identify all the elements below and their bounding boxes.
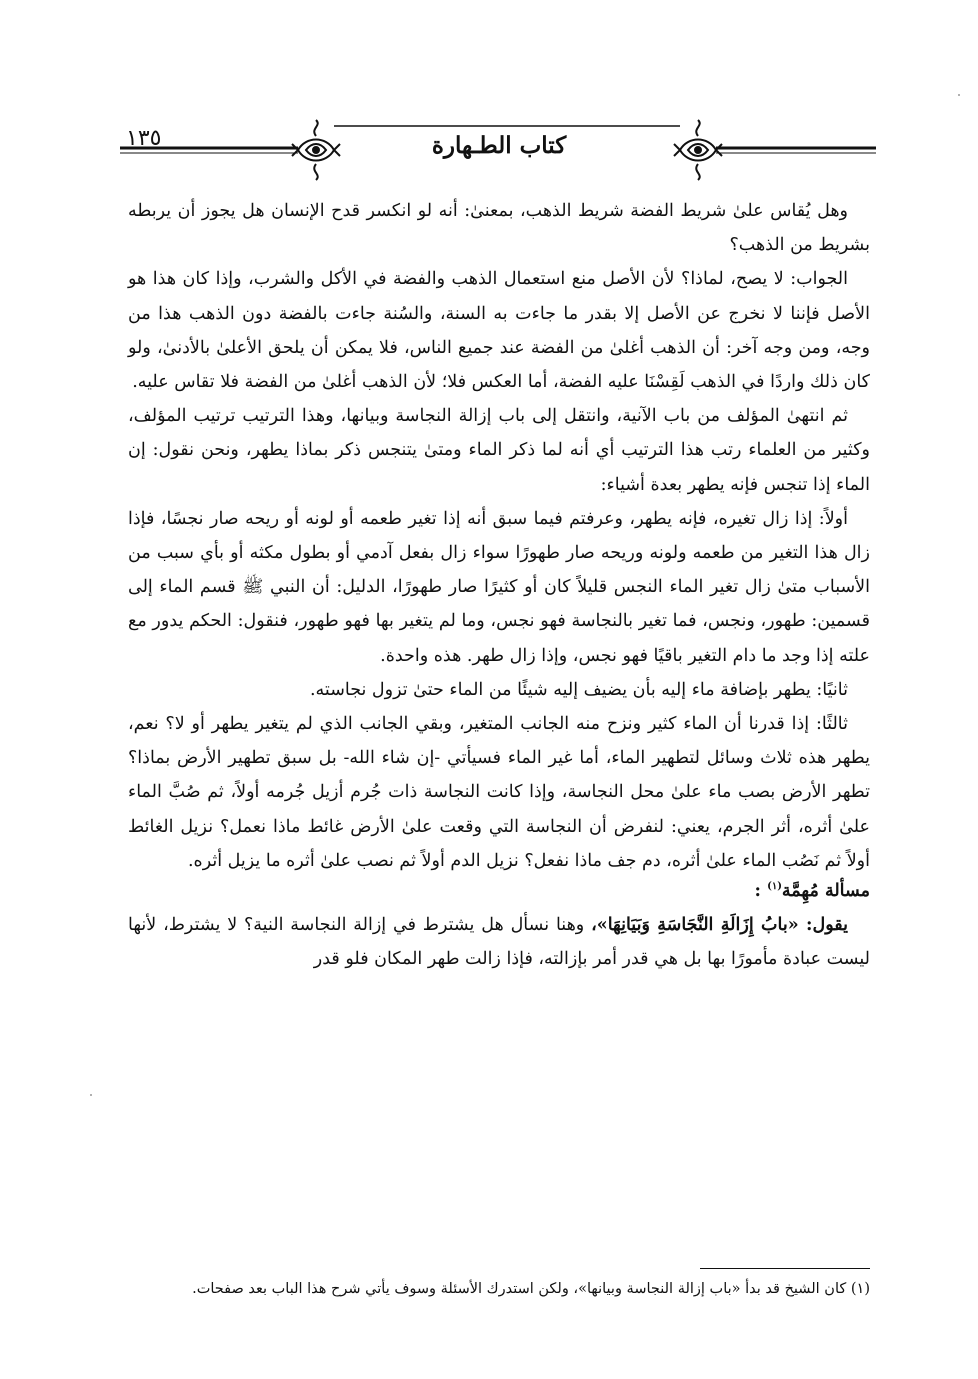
- page-header: [120, 118, 876, 182]
- issue-heading: [128, 874, 870, 908]
- final-lead: يقول: «بابُ إِزَالَةِ النَّجَاسَةِ وَبَيَانِهَا»،: [591, 915, 848, 936]
- paragraph-second: ثانيًا: يطهر بإضافة ماء إليه بأن يضيف إليه شيئًا من الماء حتىٰ تزول نجاسته.: [309, 679, 848, 700]
- footnote-rule: [700, 1268, 870, 1269]
- paragraph-third: ثالثًا: إذا قدرنا أن الماء كثير ونزح منه الجانب المتغير، وبقي الجانب الذي لم يتغير يطهر أو لا؟ نعم، يطهر هذه ثلاث وسائل لتطهير الماء، أما غير الماء فسيأتي -إن شاء الله- بل سبق تطهير الأرض بماذا؟ تطهر الأرض بصب ماء علىٰ محل النجاسة، وإذا كانت النجاسة ذات جُرم أزيل جُرمه أولاً، ثم صُبَّ الماء علىٰ أثره، أثر الجرم، يعني: لنفرض أن النجاسة التي وقعت علىٰ الأرض غائط ماذا نعمل؟ نزيل الغائط أولاً ثم نَصُب الماء علىٰ أثره، دم جف ماذا نفعل؟ نزيل الدم أولاً ثم نصب علىٰ أثره ما يزيل أثره.: [128, 714, 870, 871]
- paragraph-final: [128, 908, 870, 976]
- page-number: ١٣٥: [126, 126, 162, 151]
- issue-heading-text: مسألة مُهِمَّة: [781, 881, 870, 902]
- paragraph-transition: ثم انتهىٰ المؤلف من باب الآنية، وانتقل إلى باب إزالة النجاسة وبيانها، وهذا الترتيب ترتيب المؤلف، وكثير من العلماء رتب هذا الترتيب أي أنه لما ذكر الماء ومتىٰ يتنجس ذكر بماذا يطهر، ونحن نقول: إن الماء إذا تنجس فإنه يطهر بعدة أشياء:: [128, 406, 870, 495]
- scan-speck: [958, 94, 960, 96]
- main-text: [128, 194, 870, 977]
- issue-heading-colon: :: [754, 881, 761, 902]
- paragraph-question: وهل يُقاس علىٰ شريط الفضة شريط الذهب، بمعنىٰ: أنه لو انكسر قدح الإنسان هل يجوز أن يربطه بشريط من الذهب؟: [128, 201, 870, 256]
- footnote: (١) كان الشيخ قد بدأ «باب إزالة النجاسة وبيانها»، ولكن استدرك الأسئلة وسوف يأتي شرح هذا الباب بعد صفحات.: [192, 1281, 870, 1297]
- paragraph-answer: الجواب: لا يصح، لماذا؟ لأن الأصل منع استعمال الذهب والفضة في الأكل والشرب، وإذا كان هذا هو الأصل فإننا لا نخرج عن الأصل إلا بقدر ما جاءت به السنة، والسُنة جاءت بالفضة دون الذهب هذا من وجه، ومن وجه آخر: أن الذهب أغلىٰ من الفضة عند جميع الناس، فلا يمكن أن يلحق الأعلىٰ بالأدنىٰ، ولو كان ذلك واردًا في الذهب لَقِسْنَا عليه الفضة، أما العكس فلا؛ لأن الذهب أغلىٰ من الفضة فلا تقاس عليه.: [128, 269, 870, 393]
- paragraph-first: أولاً: إذا زال تغيره، فإنه يطهر، وعرفتم فيما سبق أنه إذا تغير طعمه أو لونه أو ريحه صار نجسًا، فإذا زال هذا التغير من طعمه ولونه وريحه صار طهورًا سواء زال بفعل آدمي أو بطول مكثه أو بأي سبب من الأسباب متىٰ زال تغير الماء النجس قليلاً كان أو كثيرًا صار طهورًا، الدليل: أن النبي ﷺ قسم الماء إلى قسمين: طهور، ونجس، فما تغير بالنجاسة فهو نجس، وما لم يتغير بها فهو طهور، فنقول: الحكم يدور مع علته إذا وجد ما دام التغير باقيًا فهو نجس، وإذا زال طهر. هذه واحدة.: [128, 508, 870, 666]
- scan-speck: [90, 1094, 92, 1096]
- final-rest: وهنا نسأل هل يشترط في إزالة النجاسة النية؟ لا يشترط، لأنها ليست عبادة مأمورًا بها بل هي قدر أمر بإزالته، فإذا زالت طهر المكان فلو قدر: [128, 915, 870, 970]
- footnote-ref: (١): [767, 881, 782, 893]
- running-title: كتاب الطـهارة: [431, 132, 567, 159]
